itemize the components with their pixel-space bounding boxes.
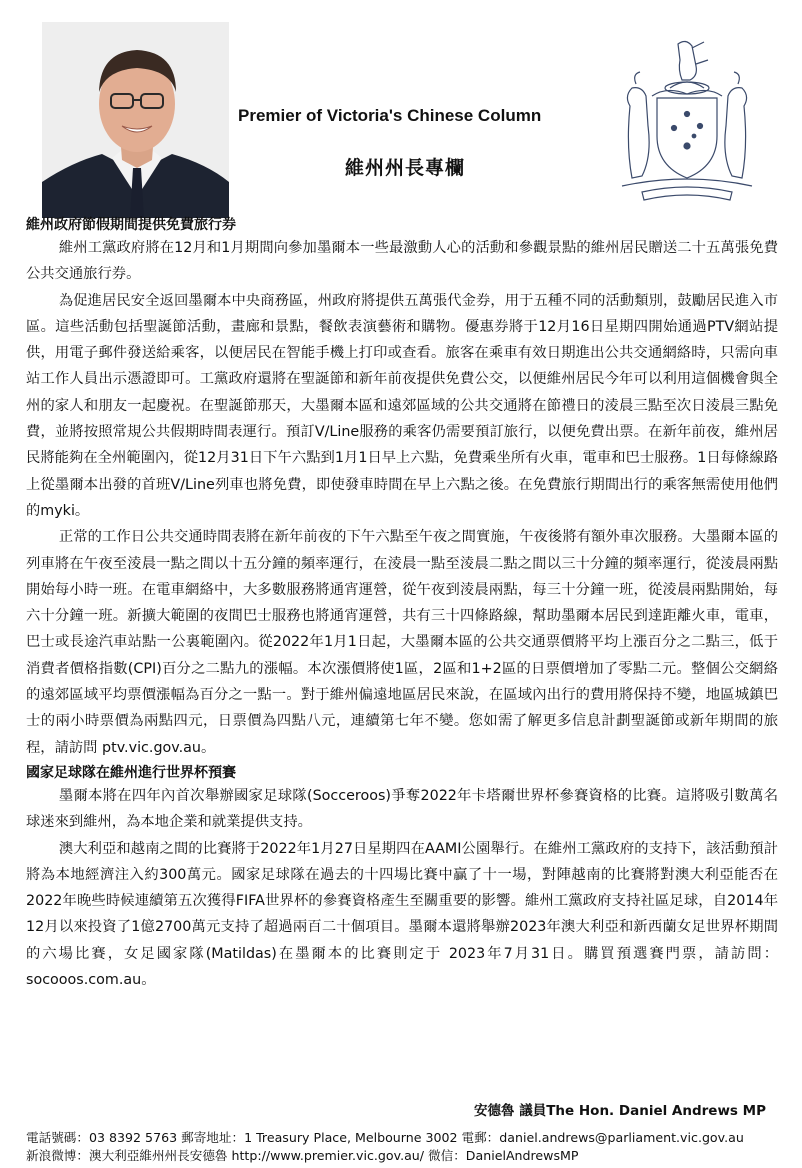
- paragraph: 維州工黨政府將在12月和1月期間向參加墨爾本一些最激動人心的活動和參觀景點的維州居民贈送二十五萬張免費公共交通旅行券。: [26, 240, 778, 283]
- paragraph: 正常的工作日公共交通時間表將在新年前夜的下午六點至午夜之間實施，午夜後將有額外車次服務。大墨爾本區的列車將在午夜至淩晨一點之間以十五分鐘的頻率運行，在淩晨一點至淩晨二點之間以三十分鐘的頻率運行，從淩晨兩點開始每小時一班。在電車網絡中，大多數服務將通宵運營，從午夜到淩晨兩點，每三十分鐘一班，從淩晨兩點開始，每六十分鐘一班。新擴大範圍的夜間巴士服務也將通宵運營，共有三十四條路線，幫助墨爾本居民到達距離火車，電車，巴士或長途汽車站點一公裏範圍內。從2022年1月1日起，大墨爾本區的公共交通票價將平均上漲百分之二點三，低于消費者價格指數(CPI)百分之二點九的漲幅。本次漲價將使1區，2區和1+2區的日票價增加了零點二元。整個公交網絡的遠郊區域平均票價漲幅為百分之一點一。對于維州偏遠地區居民來說，在區域內出行的費用將保持不變，地區城鎮巴士的兩小時票價為兩點四元，日票價為四點八元，連續第七年不變。您如需了解更多信息計劃聖誕節或新年期間的旅程，請訪問 ptv.vic.gov.au。: [26, 529, 778, 756]
- column-title-zh: 維州州長專欄: [345, 157, 466, 179]
- section-heading-free-travel: 維州政府節假期間提供免費旅行券: [26, 217, 236, 233]
- contact-line-social: 新浪微博：澳大利亞維州州長安德魯 http://www.premier.vic.gov.au/ 微信：DanielAndrewsMP: [26, 1148, 579, 1163]
- paragraph: 為促進居民安全返回墨爾本中央商務區，州政府將提供五萬張代金券，用于五種不同的活動類別，鼓勵居民進入市區。這些活動包括聖誕節活動，畫廊和景點，餐飲表演藝術和購物。優惠券將于12月16日星期四開始通過PTV網站提供，用電子郵件發送給乘客，以便居民在智能手機上打印或查看。旅客在乘車有效日期進出公共交通網絡時，只需向車站工作人員出示憑證即可。工黨政府還將在聖誕節和新年前夜提供免費公交，以便維州居民今年可以利用這個機會與全州的家人和朋友一起慶祝。在聖誕節那天，大墨爾本區和遠郊區域的公共交通將在節禮日的淩晨三點至次日淩晨三點免費，並將按照常規公共假期時間表運行。預訂V/Line服務的乘客仍需要預訂旅行，以便免費出票。在新年前夜，維州居民將能夠在全州範圍內，從12月31日下午六點到1月1日早上六點，免費乘坐所有火車，電車和巴士服務。1日每條線路上從墨爾本出發的首班V/Line列車也將免費，即使發車時間在早上六點之後。在免費旅行期間出行的乘客無需使用他們的myki。: [26, 292, 778, 519]
- premier-portrait-icon: [42, 22, 229, 218]
- contact-footer: [26, 1129, 786, 1165]
- article-body: [26, 216, 778, 993]
- victoria-coat-of-arms-icon: [612, 36, 762, 208]
- column-title-en: Premier of Victoria's Chinese Column: [238, 106, 542, 125]
- premier-photo: [42, 22, 229, 218]
- paragraph: 澳大利亞和越南之間的比賽將于2022年1月27日星期四在AAMI公園舉行。在維州工黨政府的支持下，該活動預計將為本地經濟注入約300萬元。國家足球隊在過去的十四場比賽中贏了十一場，對陣越南的比賽將對澳大利亞能否在2022年晚些時候連續第五次獲得FIFA世界杯的參賽資格產生至關重要的影響。維州工黨政府支持社區足球，自2014年12月以來投資了1億2700萬元支持了超過兩百二十個項目。墨爾本還將舉辦2023年澳大利亞和新西蘭女足世界杯期間的六場比賽，女足國家隊(Matildas)在墨爾本的比賽則定于 2023年7月31日。購買預選賽門票，請訪問：socooos.com.au。: [26, 840, 778, 989]
- crest: [612, 36, 762, 208]
- section-heading-world-cup: 國家足球隊在維州進行世界杯預賽: [26, 764, 236, 781]
- contact-line-phone-address-email: 電話號碼：03 8392 5763 郵寄地址：1 Treasury Place, Melbourne 3002 電郵：daniel.andrews@parliament.vic.gov.au: [26, 1130, 744, 1145]
- signature: 安德魯 議員The Hon. Daniel Andrews MP: [474, 1103, 766, 1119]
- paragraph: 墨爾本將在四年內首次舉辦國家足球隊(Socceroos)爭奪2022年卡塔爾世界杯參賽資格的比賽。這將吸引數萬名球迷來到維州，為本地企業和就業提供支持。: [26, 787, 778, 831]
